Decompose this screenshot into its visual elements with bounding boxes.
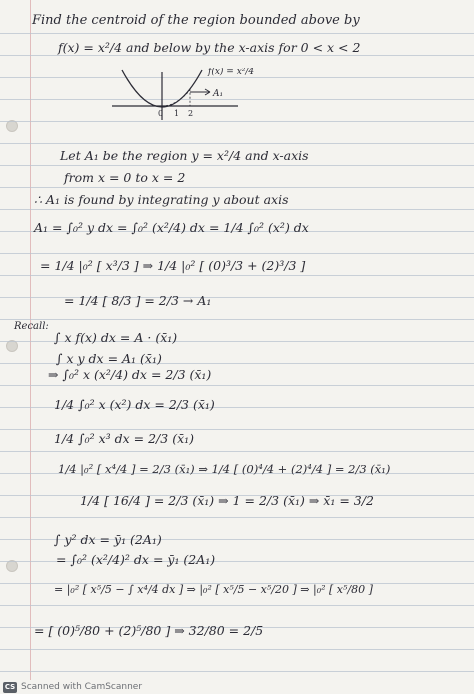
curve-label: f(x) = x²/4	[208, 68, 255, 77]
ruled-line	[0, 517, 474, 518]
x-centroid-result: 1/4 [ 16/4 ] = 2/3 (x̄₁) ⇒ 1 = 2/3 (x̄₁) ⇒ x̄₁ = 3/2	[80, 493, 374, 508]
y-moment-formula: ∫ y² dx = ȳ₁ (2A₁)	[54, 532, 162, 547]
ruled-line	[0, 451, 474, 452]
tick-label-0: 0	[158, 109, 164, 118]
moment-formula: ∫ x f(x) dx = A · (x̄₁)	[54, 330, 178, 345]
region-label: A₁	[213, 89, 224, 99]
ruled-line	[0, 275, 474, 276]
ruled-line	[0, 253, 474, 254]
region-definition: Let A₁ be the region y = x²/4 and x-axis	[60, 148, 309, 163]
recall-note: Recall:	[14, 321, 49, 332]
x-moment-step-2: 1/4 ∫₀² x (x²) dx = 2/3 (x̄₁)	[54, 397, 215, 412]
area-method: ∴ A₁ is found by integrating y about axis	[34, 192, 289, 207]
area-integral: A₁ = ∫₀² y dx = ∫₀² (x²/4) dx = 1/4 ∫₀² (x²) dx	[34, 220, 309, 235]
scanner-footer	[0, 680, 474, 694]
ruled-line	[0, 187, 474, 188]
ruled-line	[0, 55, 474, 56]
ruled-line	[0, 605, 474, 606]
function-graph	[108, 68, 268, 124]
ruled-line	[0, 165, 474, 166]
scanner-watermark: Scanned with CamScanner	[21, 682, 143, 692]
ruled-line	[0, 143, 474, 144]
tick-label-1: 1	[174, 109, 180, 118]
ruled-line	[0, 429, 474, 430]
x-moment-step-1: ⇒ ∫₀² x (x²/4) dx = 2/3 (x̄₁)	[48, 367, 212, 382]
tick-label-2: 2	[188, 109, 194, 118]
area-result: = 1/4 [ 8/3 ] = 2/3 → A₁	[64, 293, 212, 308]
ruled-line	[0, 671, 474, 672]
problem-statement-line-2: f(x) = x²/4 and below by the x-axis for 0 < x < 2	[58, 40, 361, 55]
region-bounds: from x = 0 to x = 2	[64, 170, 186, 185]
y-moment-step-2: = |₀² [ x⁵/5 − ∫ x⁴/4 dx ] ⇒ |₀² [ x⁵/5 − x⁵/20 ] ⇒ |₀² [ x⁵/80 ]	[54, 583, 373, 596]
x-moment-evaluation: 1/4 |₀² [ x⁴/4 ] = 2/3 (x̄₁) ⇒ 1/4 [ (0)⁴/4 + (2)⁴/4 ] = 2/3 (x̄₁)	[58, 462, 391, 476]
problem-statement-line-1: Find the centroid of the region bounded above by	[32, 13, 360, 28]
x-moment-step-3: 1/4 ∫₀² x³ dx = 2/3 (x̄₁)	[54, 431, 195, 446]
ruled-line	[0, 319, 474, 320]
y-moment-result: = [ (0)⁵/80 + (2)⁵/80 ] ⇒ 32/80 = 2/5	[34, 623, 264, 638]
ruled-line	[0, 385, 474, 386]
area-evaluation: = 1/4 |₀² [ x³/3 ] ⇒ 1/4 |₀² [ (0)³/3 + (2)³/3 ]	[40, 258, 306, 273]
ruled-line	[0, 209, 474, 210]
ruled-line	[0, 649, 474, 650]
ruled-line	[0, 33, 474, 34]
margin-line	[30, 0, 31, 680]
camscanner-icon: CS	[4, 683, 16, 691]
y-moment-step-1: = ∫₀² (x²/4)² dx = ȳ₁ (2A₁)	[56, 552, 216, 567]
shaded-region	[162, 90, 190, 106]
moment-formula-y: ∫ x y dx = A₁ (x̄₁)	[56, 351, 162, 366]
